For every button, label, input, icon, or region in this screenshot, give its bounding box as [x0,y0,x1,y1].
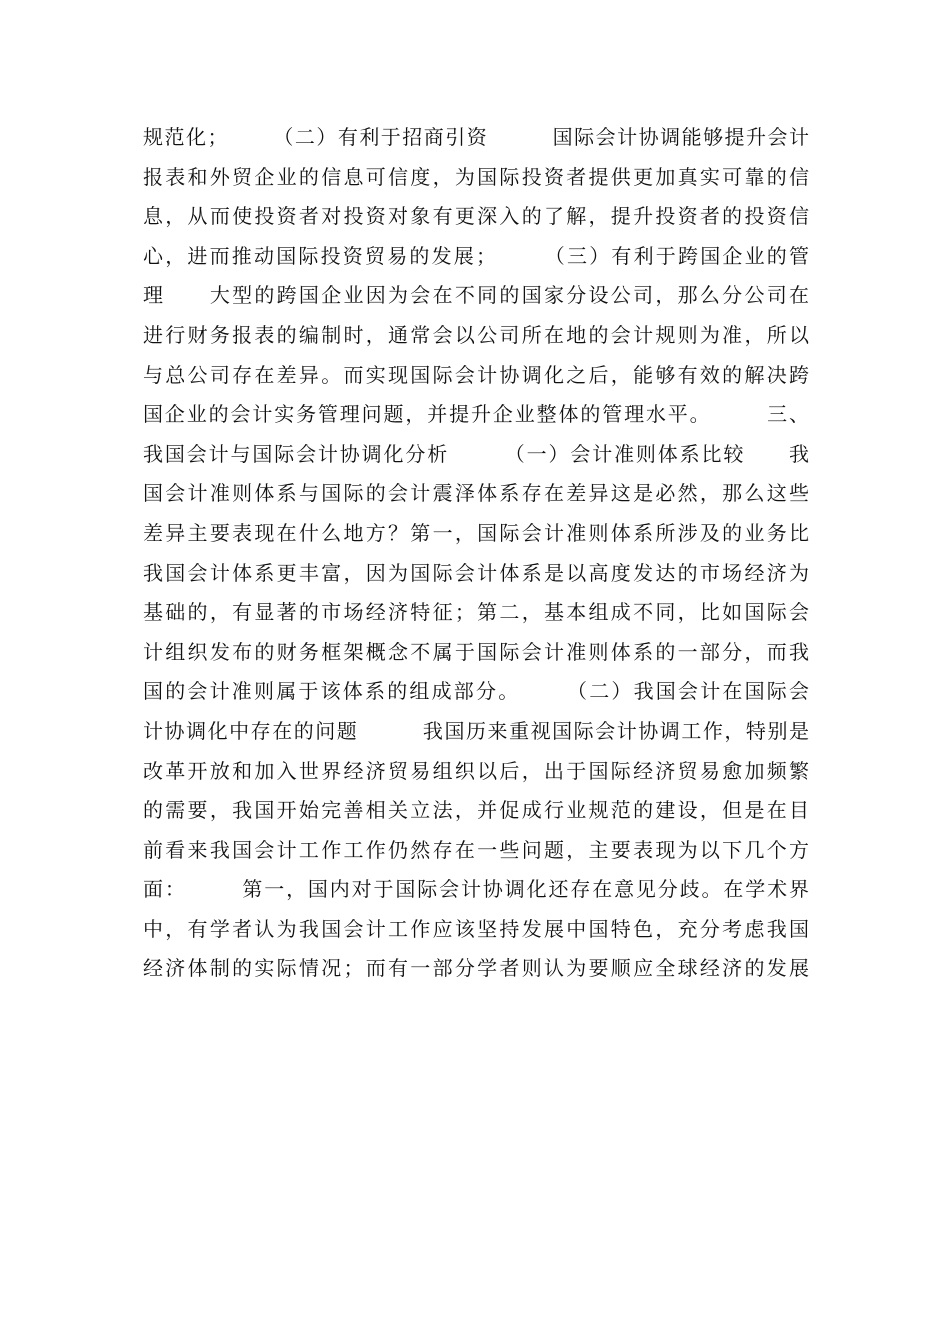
text-line-18: 的需要，我国开始完善相关立法，并促成行业规范的建设，但是在目 [143,798,809,823]
text-line-7: 与总公司存在差异。而实现国际会计协调化之后，能够有效的解决跨 [143,362,809,387]
text-line-5: 理 大型的跨国企业因为会在不同的国家分设公司，那么分公司在 [143,283,809,308]
body-text [143,118,809,989]
text-line-12: 我国会计体系更丰富，因为国际会计体系是以高度发达的市场经济为 [143,560,809,585]
text-line-14: 计组织发布的财务框架概念不属于国际会计准则体系的一部分，而我 [143,639,809,664]
text-line-15: 国的会计准则属于该体系的组成部分。 （二）我国会计在国际会 [143,679,809,704]
text-line-22: 经济体制的实际情况；而有一部分学者则认为要顺应全球经济的发展 [143,956,809,981]
text-line-3: 息，从而使投资者对投资对象有更深入的了解，提升投资者的投资信 [143,204,809,229]
text-line-8: 国企业的会计实务管理问题，并提升企业整体的管理水平。 三、 [143,402,809,427]
text-line-13: 基础的，有显著的市场经济特征；第二，基本组成不同，比如国际会 [143,600,809,625]
text-line-19: 前看来我国会计工作工作仍然存在一些问题，主要表现为以下几个方 [143,837,809,862]
text-line-16: 计协调化中存在的问题 我国历来重视国际会计协调工作，特别是 [143,718,809,743]
text-line-4: 心，进而推动国际投资贸易的发展； （三）有利于跨国企业的管 [143,243,809,268]
text-line-6: 进行财务报表的编制时，通常会以公司所在地的会计规则为准，所以 [143,322,809,347]
text-line-1: 规范化； （二）有利于招商引资 国际会计协调能够提升会计 [143,125,809,149]
text-line-9: 我国会计与国际会计协调化分析 （一）会计准则体系比较 我 [143,441,809,466]
text-line-11: 差异主要表现在什么地方？第一，国际会计准则体系所涉及的业务比 [143,520,809,545]
text-line-2: 报表和外贸企业的信息可信度，为国际投资者提供更加真实可靠的信 [143,164,809,189]
text-line-21: 中，有学者认为我国会计工作应该坚持发展中国特色，充分考虑我国 [143,916,809,941]
text-line-17: 改革开放和加入世界经济贸易组织以后，出于国际经济贸易愈加频繁 [143,758,809,783]
text-line-20: 面： 第一，国内对于国际会计协调化还存在意见分歧。在学术界 [143,877,809,902]
text-line-10: 国会计准则体系与国际的会计震泽体系存在差异这是必然，那么这些 [143,481,809,506]
